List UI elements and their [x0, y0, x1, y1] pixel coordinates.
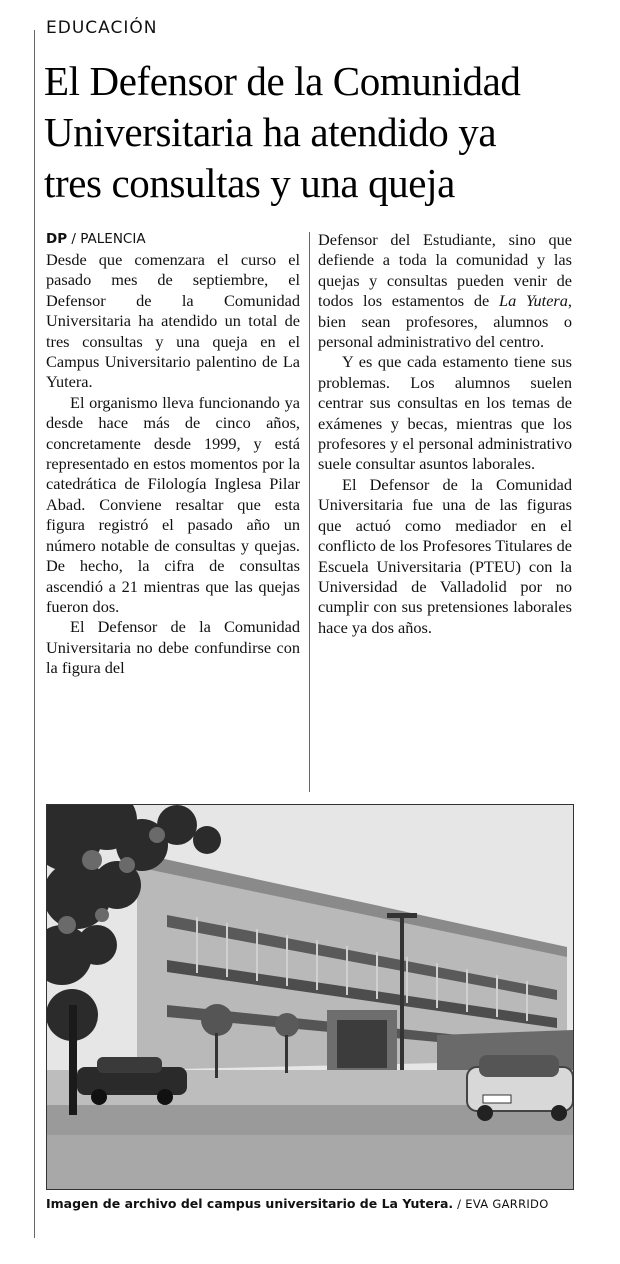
article-column-left	[46, 230, 300, 679]
headline-line-3: tres consultas y una queja	[44, 160, 455, 206]
byline-agency: DP	[46, 231, 68, 247]
campus-building-illustration	[47, 805, 573, 1189]
column-divider	[309, 232, 310, 792]
headline	[44, 56, 614, 209]
campus-name-emphasis: La Yutera	[499, 291, 568, 311]
paragraph-4: Y es que cada estamento tiene sus problemas. Los alumnos suelen centrar sus consultas en los temas de exámenes y becas, mientras que los profesores y el personal administrativo suele consultar asuntos laborales.	[318, 352, 572, 474]
headline-line-2: Universitaria ha atendido ya	[44, 109, 497, 155]
campus-photo	[46, 804, 574, 1190]
byline	[46, 230, 300, 248]
paragraph-3: El Defensor de la Comunidad Universitaria no debe confundirse con la figura del	[46, 617, 300, 678]
headline-line-1: El Defensor de la Comunidad	[44, 58, 521, 104]
photo-credit: EVA GARRIDO	[465, 1197, 549, 1211]
paragraph-3-continued-end: , bien sean profesores, alumnos o personal administrativo del centro.	[318, 291, 572, 352]
byline-separator: /	[67, 231, 81, 247]
article-column-right	[318, 230, 572, 638]
caption-separator: /	[453, 1197, 466, 1211]
photo-caption	[46, 1196, 606, 1211]
paragraph-3-continued-text: Defensor del Estudiante, sino que defiende a toda la comunidad y las quejas y consultas pueden venir de todos los estamentos de	[318, 230, 572, 311]
byline-city: PALENCIA	[80, 231, 146, 247]
paragraph-3-continued	[318, 230, 572, 352]
paragraph-5: El Defensor de la Comunidad Universitaria fue una de las figuras que actuó como mediador en el conflicto de los Profesores Titulares de Escuela Universitaria (PTEU) con la Universidad de Valladolid por no cumplir con sus pretensiones laborales hace ya dos años.	[318, 474, 572, 637]
left-border-line	[34, 30, 35, 1238]
paragraph-2: El organismo lleva funcionando ya desde hace más de cinco años, concretamente desde 1999, y está representado en estos momentos por la catedrática de Filología Inglesa Pilar Abad. Conviene resaltar que esta figura registró el pasado año un número notable de consultas y quejas. De hecho, la cifra de consultas ascendió a 21 mientras que las quejas fueron dos.	[46, 392, 300, 616]
section-label: EDUCACIÓN	[46, 18, 158, 38]
caption-text: Imagen de archivo del campus universitario de La Yutera.	[46, 1196, 454, 1211]
paragraph-1: Desde que comenzara el curso el pasado mes de septiembre, el Defensor de la Comunidad Universitaria ha atendido un total de tres consultas y una queja en el Campus Universitario palentino de La Yutera.	[46, 250, 300, 392]
